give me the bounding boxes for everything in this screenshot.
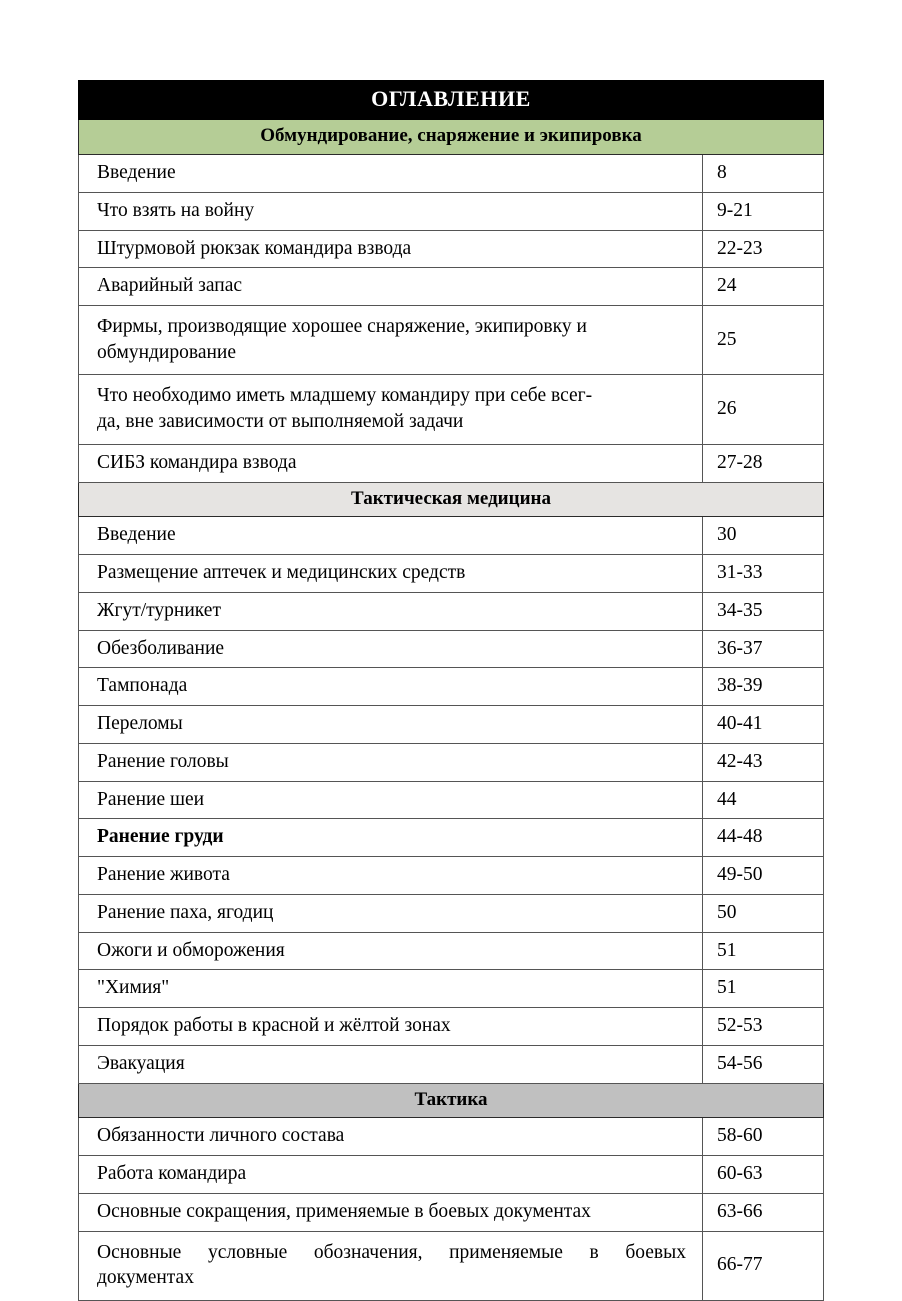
entry-title: Размещение аптечек и медицинских средств [79,555,703,593]
entry-pages: 58-60 [703,1118,824,1156]
entry-title: Ранение паха, ягодиц [79,894,703,932]
entry-title: "Химия" [79,970,703,1008]
table-row[interactable] [79,857,824,895]
entry-title: Эвакуация [79,1045,703,1083]
entry-title-line: Основные условные обозначения, применяемые в боевых [97,1241,686,1263]
table-row[interactable] [79,444,824,482]
table-row[interactable] [79,970,824,1008]
entry-title: Что взять на войну [79,192,703,230]
entry-pages: 8 [703,155,824,193]
entry-title: Аварийный запас [79,268,703,306]
table-of-contents [78,80,824,1301]
entry-title: Штурмовой рюкзак командира взвода [79,230,703,268]
entry-title: Введение [79,517,703,555]
entry-pages: 66-77 [703,1231,824,1300]
entry-title: СИБЗ командира взвода [79,444,703,482]
table-row[interactable] [79,1118,824,1156]
entry-pages: 60-63 [703,1156,824,1194]
entry-title: Порядок работы в красной и жёлтой зонах [79,1008,703,1046]
entry-title-line: Что необходимо иметь младшему командиру при себе всег- [97,385,593,407]
section-heading: Обмундирование, снаряжение и экипировка [79,120,824,155]
table-row[interactable] [79,894,824,932]
entry-pages: 34-35 [703,592,824,630]
entry-title-line: документах [97,1267,194,1289]
entry-pages: 30 [703,517,824,555]
table-row[interactable] [79,1231,824,1300]
entry-title: Основные сокращения, применяемые в боевых документах [79,1193,703,1231]
table-row[interactable] [79,375,824,444]
section-header-row [79,120,824,155]
entry-pages: 52-53 [703,1008,824,1046]
entry-title: Работа командира [79,1156,703,1194]
table-row[interactable] [79,1193,824,1231]
entry-pages: 49-50 [703,857,824,895]
section-heading: Тактическая медицина [79,482,824,517]
entry-title-line: Фирмы, производящие хорошее снаряжение, экипировку и [97,315,587,337]
entry-title: Тампонада [79,668,703,706]
table-row[interactable] [79,819,824,857]
entry-pages: 42-43 [703,743,824,781]
entry-pages: 24 [703,268,824,306]
entry-title: Ранение груди [79,819,703,857]
entry-title: Обезболивание [79,630,703,668]
entry-title: Ранение живота [79,857,703,895]
entry-title [79,1231,703,1300]
entry-title-line: да, вне зависимости от выполняемой задачи [97,411,464,433]
table-row[interactable] [79,706,824,744]
entry-title: Ранение головы [79,743,703,781]
page-title: ОГЛАВЛЕНИЕ [79,81,824,120]
entry-title [79,375,703,444]
table-row[interactable] [79,1156,824,1194]
table-row[interactable] [79,781,824,819]
toc-title-row [79,81,824,120]
entry-pages: 63-66 [703,1193,824,1231]
table-row[interactable] [79,230,824,268]
table-row[interactable] [79,517,824,555]
section-header-row [79,1083,824,1118]
entry-title-line: обмундирование [97,341,236,363]
entry-pages: 38-39 [703,668,824,706]
table-row[interactable] [79,155,824,193]
section-heading: Тактика [79,1083,824,1118]
table-row[interactable] [79,268,824,306]
entry-pages: 26 [703,375,824,444]
toc-body [79,81,824,1301]
entry-title: Ранение шеи [79,781,703,819]
entry-title: Переломы [79,706,703,744]
table-of-contents-page [78,80,823,1301]
entry-pages: 51 [703,932,824,970]
table-row[interactable] [79,1045,824,1083]
entry-pages: 51 [703,970,824,1008]
entry-title: Обязанности личного состава [79,1118,703,1156]
section-header-row [79,482,824,517]
entry-pages: 54-56 [703,1045,824,1083]
table-row[interactable] [79,555,824,593]
entry-pages: 22-23 [703,230,824,268]
entry-pages: 9-21 [703,192,824,230]
table-row[interactable] [79,668,824,706]
table-row[interactable] [79,932,824,970]
entry-pages: 40-41 [703,706,824,744]
entry-title: Ожоги и обморожения [79,932,703,970]
entry-pages: 27-28 [703,444,824,482]
entry-title [79,305,703,374]
table-row[interactable] [79,630,824,668]
table-row[interactable] [79,1008,824,1046]
table-row[interactable] [79,305,824,374]
entry-pages: 44-48 [703,819,824,857]
entry-title: Жгут/турникет [79,592,703,630]
entry-pages: 50 [703,894,824,932]
table-row[interactable] [79,743,824,781]
entry-pages: 31-33 [703,555,824,593]
entry-pages: 44 [703,781,824,819]
table-row[interactable] [79,592,824,630]
entry-pages: 25 [703,305,824,374]
table-row[interactable] [79,192,824,230]
entry-title: Введение [79,155,703,193]
entry-pages: 36-37 [703,630,824,668]
